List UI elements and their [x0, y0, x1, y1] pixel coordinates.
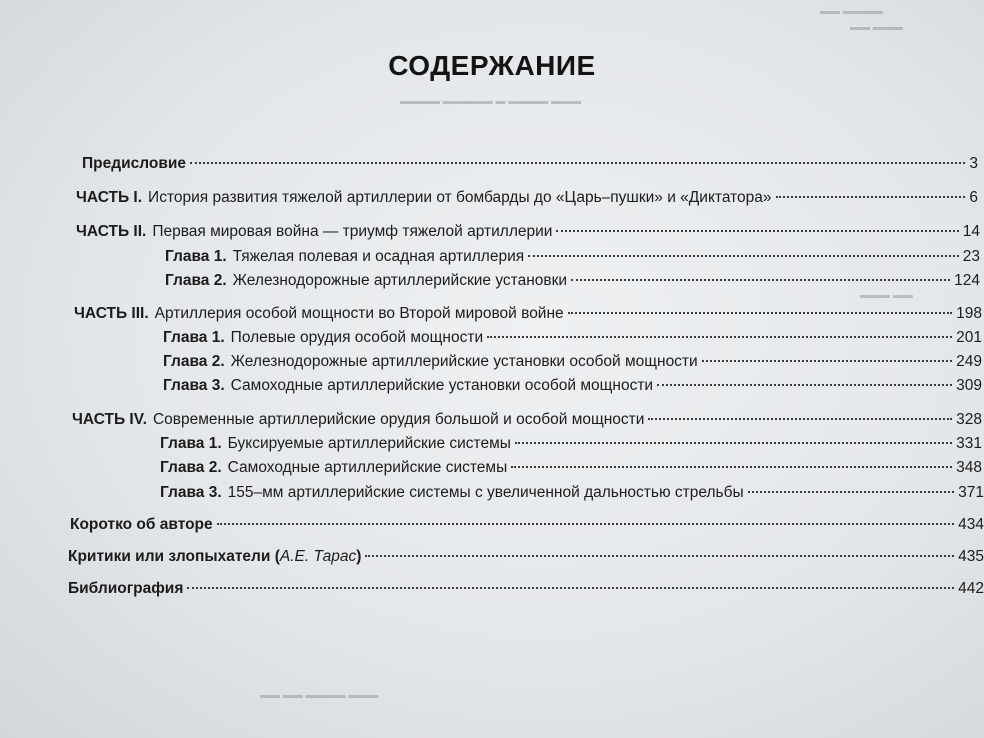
dot-leader [556, 230, 958, 232]
page-title: СОДЕРЖАНИЕ [388, 50, 596, 81]
toc-entry [163, 352, 982, 372]
toc-entry-prefix: Глава 1. [160, 435, 222, 452]
toc-entry-title: Самоходные артиллерийские системы [227, 459, 508, 476]
dot-leader [511, 466, 952, 468]
toc-entry [165, 247, 980, 267]
toc-entry-label [160, 483, 744, 503]
toc-entry-prefix: Глава 1. [165, 248, 227, 265]
toc-entry [68, 579, 984, 599]
toc-entry [160, 458, 982, 478]
toc-entry-page-number: 309 [956, 377, 982, 394]
toc-entry-prefix: ЧАСТЬ III. [74, 305, 149, 322]
toc-entry [68, 547, 984, 567]
bleed-through-text: ▬▬▬ ▬▬ [860, 290, 913, 301]
toc-entry-page-number: 442 [958, 580, 984, 597]
toc-entry-page-number: 331 [956, 435, 982, 452]
toc-entry-label [74, 304, 564, 324]
dot-leader [487, 336, 952, 338]
bleed-through-text: ▬▬ ▬▬ ▬▬▬▬ ▬▬▬ [260, 690, 379, 701]
toc-entry-prefix: Глава 1. [163, 329, 225, 346]
toc-entry [70, 515, 984, 535]
toc-entry-page-number: 14 [962, 223, 980, 240]
dot-leader [748, 491, 955, 493]
toc-entry-label [165, 271, 567, 291]
toc-entry-label [160, 434, 511, 454]
toc-entry-title: Буксируемые артиллерийские системы [227, 435, 511, 452]
toc-entry-author: А.Е. Тарас [279, 548, 357, 565]
toc-entry [163, 328, 982, 348]
toc-entry-prefix: Глава 2. [163, 353, 225, 370]
toc-entry-label [165, 247, 524, 267]
toc-entry [82, 154, 978, 174]
toc-entry-prefix: ЧАСТЬ IV. [72, 411, 147, 428]
toc-entry-title: Полевые орудия особой мощности [230, 329, 484, 346]
toc-entry-label [76, 188, 772, 208]
toc-entry-title: Предисловие [82, 155, 187, 172]
toc-entry-label [72, 410, 644, 430]
dot-leader [217, 523, 954, 525]
bleed-through-text: ▬▬▬▬ ▬▬▬▬▬ ▬ ▬▬▬▬ ▬▬▬ [400, 96, 582, 107]
toc-entry-prefix: Глава 2. [160, 459, 222, 476]
bleed-through-text: ▬▬ ▬▬▬ [850, 22, 903, 33]
toc-entry [160, 434, 982, 454]
dot-leader [657, 384, 952, 386]
toc-entry-prefix: Глава 3. [160, 484, 222, 501]
toc-entry-label [82, 154, 186, 174]
toc-entry-title: Железнодорожные артиллерийские установки особой мощности [230, 353, 698, 370]
dot-leader [515, 442, 952, 444]
toc-entry-label [163, 328, 483, 348]
toc-entry [160, 483, 984, 503]
toc-entry-page-number: 435 [958, 548, 984, 565]
toc-entry-title: Современные артиллерийские орудия большой и особой мощности [152, 411, 645, 428]
toc-entry-label [160, 458, 507, 478]
toc-entry-label [163, 376, 653, 396]
toc-entry-label [68, 579, 183, 599]
toc-entry-page-number: 249 [956, 353, 982, 370]
toc-entry [76, 188, 978, 208]
dot-leader [190, 162, 965, 164]
toc-entry-prefix: Глава 3. [163, 377, 225, 394]
toc-entry-title: Первая мировая война — триумф тяжелой артиллерии [152, 223, 553, 240]
dot-leader [187, 587, 954, 589]
dot-leader [365, 555, 954, 557]
toc-entry-title: Коротко об авторе [70, 516, 213, 533]
toc-entry-label [76, 222, 552, 242]
toc-entry-prefix: Глава 2. [165, 272, 227, 289]
toc-entry-label [68, 547, 361, 567]
dot-leader [702, 360, 952, 362]
toc-entry-prefix: ЧАСТЬ II. [76, 223, 147, 240]
toc-entry-title: Тяжелая полевая и осадная артиллерия [232, 248, 525, 265]
toc-entry-title: Железнодорожные артиллерийские установки [232, 272, 568, 289]
toc-entry-title: 155–мм артиллерийские системы с увеличенной дальностью стрельбы [227, 484, 744, 501]
dot-leader [776, 196, 966, 198]
bleed-through-text: ▬▬ ▬▬▬▬ [820, 6, 883, 17]
toc-entry-label [70, 515, 213, 535]
toc-entry-title: Библиография [68, 580, 184, 597]
dot-leader [571, 279, 950, 281]
toc-entry [72, 410, 982, 430]
toc-entry [74, 304, 982, 324]
toc-entry-page-number: 371 [958, 484, 984, 501]
toc-entry-page-number: 3 [969, 155, 978, 172]
toc-entry-page-number: 348 [956, 459, 982, 476]
toc-entry-page-number: 23 [962, 248, 980, 265]
toc-entry-title: История развития тяжелой артиллерии от бомбарды до «Царь–пушки» и «Диктатора» [148, 189, 772, 206]
toc-entry-title: Артиллерия особой мощности во Второй мировой войне [154, 305, 564, 322]
dot-leader [528, 255, 959, 257]
toc-entry-prefix: ЧАСТЬ I. [76, 189, 143, 206]
toc-entry-page-number: 198 [956, 305, 982, 322]
toc-entry-title: Критики или злопыхатели (А.Е. Тарас) [68, 548, 362, 565]
dot-leader [648, 418, 952, 420]
closing-parenthesis: ) [356, 548, 362, 565]
toc-entry [76, 222, 980, 242]
toc-entry-page-number: 6 [969, 189, 978, 206]
toc-entry-page-number: 201 [956, 329, 982, 346]
toc-entry-title: Самоходные артиллерийские установки особой мощности [230, 377, 654, 394]
toc-entry [165, 271, 980, 291]
toc-entry [163, 376, 982, 396]
toc-entry-page-number: 328 [956, 411, 982, 428]
dot-leader [568, 312, 952, 314]
toc-entry-label [163, 352, 698, 372]
toc-entry-page-number: 434 [958, 516, 984, 533]
toc-entry-page-number: 124 [954, 272, 980, 289]
